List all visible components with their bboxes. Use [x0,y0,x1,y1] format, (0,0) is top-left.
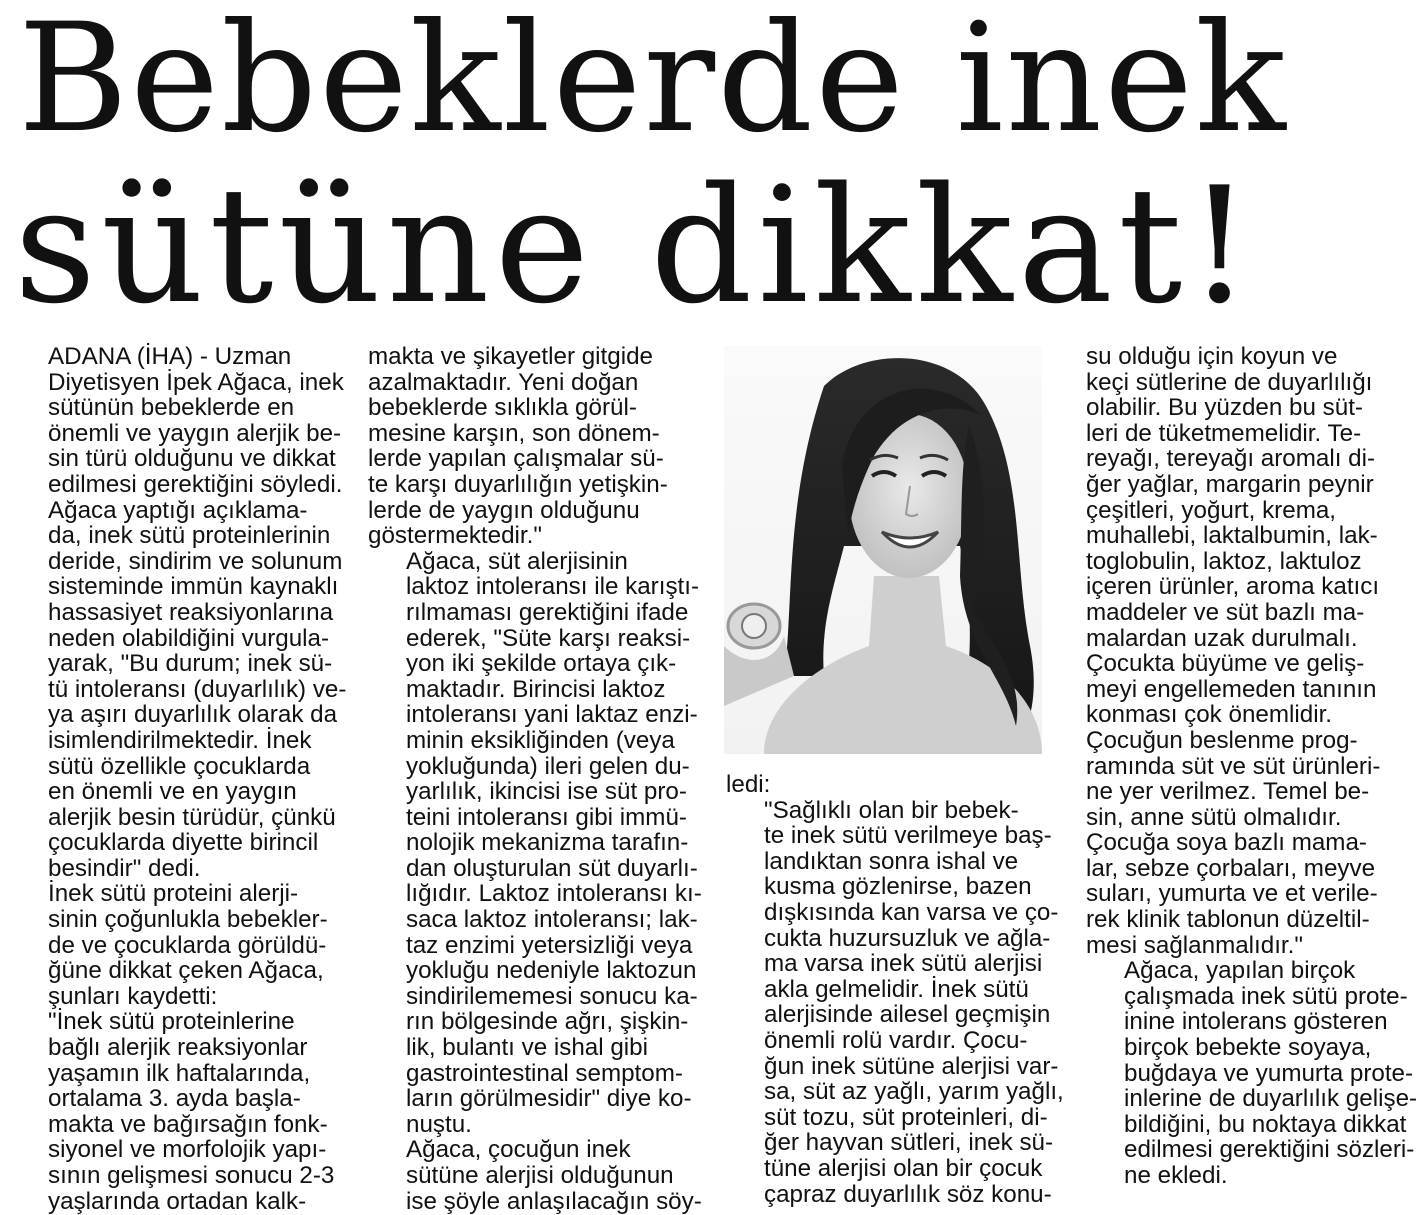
text-line: taz enzimi yetersizliği veya [406,931,693,959]
article-column-4 [1086,344,1416,1189]
text-line: sının gelişmesi sonucu 2-3 [48,1162,335,1189]
paragraph [10,343,344,498]
text-line: makta ve şikayetler gitgide [368,343,654,370]
paragraph [368,547,702,1138]
text-line: ederek, "Süte karşı reaksi- [406,624,691,652]
text-line: içeren ürünler, aroma katıcı [1086,573,1380,601]
text-line: edilmesi gerektiğini söyledi. [48,470,343,498]
text-line: alerjisinde ailesel geçmişin [764,1001,1051,1029]
text-line: landıktan sonra ishal ve [764,847,1019,875]
text-line: Ağaca, çocuğun inek [406,1136,631,1164]
article-column-1 [10,343,347,1215]
text-line: ise şöyle anlaşılacağın söy- [406,1187,702,1215]
article-column-3 [726,771,1064,1208]
text-line: konması çok önemlidir. [1086,701,1333,729]
text-line: lar, sebze çorbaları, meyve [1086,854,1376,882]
text-line: sin türü olduğunu ve dikkat [48,445,336,473]
paragraph [368,1136,702,1215]
paragraph [10,881,340,1009]
text-line: önemli rolü vardır. Çocu- [764,1026,1028,1054]
text-line: yokluğu nedeniyle laktozun [406,957,697,985]
text-line: şunları kaydetti: [48,982,218,1010]
text-line: leri de tüketmemelidir. Te- [1086,419,1362,447]
text-line: ne ekledi. [1124,1162,1228,1189]
text-line: isimlendirilmektedir. İnek [48,726,312,754]
text-line: inlerine de duyarlılık gelişe- [1124,1085,1418,1113]
text-line: maddeler ve süt bazlı ma- [1086,598,1365,626]
text-line: çeşitleri, yoğurt, krema, [1086,496,1337,524]
text-line: önemli ve yaygın alerjik be- [48,419,342,447]
text-line: Çocukta büyüme ve geliş- [1086,650,1365,678]
text-line: makta ve bağırsağın fonk- [48,1110,328,1138]
text-line: ledi: [726,771,771,798]
text-line: teini intoleransı gibi immü- [406,803,687,831]
text-line: lerde yapılan çalışmalar sü- [368,445,664,473]
paragraph [1086,958,1416,1188]
text-line: Ağaca, yapılan birçok [1124,957,1356,985]
text-line: sütüne alerjisi olduğunun [406,1162,674,1189]
paragraph [10,1009,340,1214]
text-line: göstermektedir." [368,522,542,550]
text-line: gastrointestinal semptom- [406,1059,683,1087]
text-line: te inek sütü verilmeye baş- [764,822,1052,850]
text-line: yarlılık, ikincisi ise süt pro- [406,778,687,806]
text-line: yon iki şekilde ortaya çık- [406,650,677,678]
text-line: akla gelmelidir. İnek sütü [764,975,1029,1003]
text-line: siyonel ve morfolojik yapı- [48,1136,327,1164]
text-line: birçok bebekte soyaya, [1124,1034,1372,1062]
text-line: maktadır. Birincisi laktoz [406,675,666,703]
text-line: olabilir. Bu yüzden bu süt- [1086,394,1363,422]
text-line: laktoz intoleransı ile karıştı- [406,573,700,601]
text-line: sin, anne sütü olmalıdır. [1086,803,1342,831]
text-line: buğdaya ve yumurta prote- [1124,1059,1414,1087]
text-line: dışkısında kan varsa ve ço- [764,898,1059,926]
text-line: sütünün bebeklerde en [48,394,295,422]
text-line: nuştu. [406,1110,472,1138]
text-line: minin eksikliğinden (veya [406,726,675,754]
text-line: çalışmada inek sütü prote- [1124,982,1408,1010]
text-line: hassasiyet reaksiyonlarına [48,598,334,626]
text-line: mesi sağlanmalıdır." [1086,931,1303,959]
text-line: su olduğu için koyun ve [1086,343,1338,370]
text-line: bebeklerde sıklıkla görül- [368,394,637,422]
text-line: yaşlarında ortadan kalk- [48,1187,307,1215]
text-line: sindirilememesi sonucu ka- [406,982,698,1010]
portrait-photo [724,346,1042,754]
text-line: mesine karşın, son dönem- [368,419,660,447]
text-line: keçi sütlerine de duyarlılığı [1086,368,1373,396]
text-line: malardan uzak durulmalı. [1086,624,1358,652]
text-line: ne yer verilmez. Temel be- [1086,778,1370,806]
text-line: tü intoleransı (duyarlılık) ve- [48,675,347,703]
text-line: te karşı duyarlılığın yetişkin- [368,470,668,498]
text-line: deride, sindirim ve solunum [48,547,343,575]
headline-line-2: sütüne dikkat! [14,152,1257,339]
text-line: Ağaca yaptığı açıklama- [48,496,308,524]
text-line: Çocuğun beslenme prog- [1086,726,1358,754]
text-line: yaşamın ilk haftalarında, [48,1059,311,1087]
text-line: rılmaması gerektiğini ifade [406,598,689,626]
text-line: "İnek sütü proteinlerine [48,1008,295,1036]
text-line: muhallebi, laktalbumin, lak- [1086,522,1378,550]
text-line: ADANA (İHA) - Uzman [48,343,292,370]
text-line: çocuklarda diyette birincil [48,829,319,857]
text-line: sisteminde immün kaynaklı [48,573,339,601]
text-line: rın bölgesinde ağrı, şişkin- [406,1008,689,1036]
text-line: bağlı alerjik reaksiyonlar [48,1034,308,1062]
text-line: lerde de yaygın olduğunu [368,496,640,524]
article-column-2 [368,343,702,1215]
text-line: inine intolerans gösteren [1124,1008,1388,1036]
text-line: ğun inek sütüne alerjisi var- [764,1052,1059,1080]
text-line: intoleransı yani laktaz enzi- [406,701,698,729]
text-line: alerjik besin türüdür, çünkü [48,803,336,831]
text-line: ortalama 3. ayda başla- [48,1085,301,1113]
text-line: neden olabildiğini vurgula- [48,624,330,652]
text-line: İnek sütü proteini alerji- [48,880,299,908]
text-line: cukta huzursuzluk ve ağla- [764,924,1051,952]
text-line: Çocuğa soya bazlı mama- [1086,829,1367,857]
text-line: süt tozu, süt proteinleri, di- [764,1103,1048,1131]
text-line: Diyetisyen İpek Ağaca, inek [48,368,344,396]
text-line: ğer yağlar, margarin peynir [1086,470,1374,498]
text-line: sa, süt az yağlı, yarım yağlı, [764,1078,1064,1106]
text-line: dan oluşturulan süt duyarlı- [406,854,698,882]
text-line: bildiğini, bu noktaya dikkat [1124,1110,1407,1138]
text-line: ramında süt ve süt ürünleri- [1086,752,1381,780]
text-line: kusma gözlenirse, bazen [764,873,1032,901]
text-line: rek klinik tablonun düzeltil- [1086,906,1370,934]
paragraph [1086,344,1416,958]
headline-line-1: Bebeklerde inek [18,0,1288,166]
text-line: de ve çocuklarda görüldü- [48,931,327,959]
text-line: saca laktoz intoleransı; lak- [406,906,698,934]
text-line: ların görülmesidir" diye ko- [406,1085,692,1113]
text-line: yokluğunda) ileri gelen du- [406,752,690,780]
text-line: lığıdır. Laktoz intoleransı kı- [406,880,702,908]
text-line: çapraz duyarlılık söz konu- [764,1180,1052,1208]
text-line: meyi engellemeden tanının [1086,675,1377,703]
text-line: nolojik mekanizma tarafın- [406,829,689,857]
text-line: lik, bulantı ve ishal gibi [406,1034,649,1062]
text-line: "Sağlıklı olan bir bebek- [764,796,1019,824]
text-line: azalmaktadır. Yeni doğan [368,368,639,396]
text-line: en önemli ve en yaygın [48,778,297,806]
text-line: toglobulin, laktoz, laktuloz [1086,547,1362,575]
text-line: besindir" dedi. [48,854,201,882]
text-line: sütü özellikle çocuklarda [48,752,311,780]
text-line: ğüne dikkat çeken Ağaca, [48,957,324,985]
text-line: sinin çoğunlukla bebekler- [48,906,328,934]
text-line: tüne alerjisi olan bir çocuk [764,1154,1043,1182]
text-line: reyağı, tereyağı aromalı di- [1086,445,1376,473]
text-line: ma varsa inek sütü alerjisi [764,950,1043,978]
text-line: edilmesi gerektiğini sözleri- [1124,1136,1415,1164]
text-line: Ağaca, süt alerjisinin [406,547,628,575]
paragraph [368,344,698,549]
paragraph [726,796,1064,1208]
text-line: ğer hayvan sütleri, inek sü- [764,1129,1054,1157]
paragraph [10,496,347,882]
portrait-woman-image [724,346,1042,754]
paragraph [726,772,1056,798]
text-line: da, inek sütü proteinlerinin [48,522,331,550]
text-line: suları, yumurta ve et verile- [1086,880,1378,908]
text-line: ya aşırı duyarlılık olarak da [48,701,338,729]
text-line: yarak, "Bu durum; inek sü- [48,650,333,678]
